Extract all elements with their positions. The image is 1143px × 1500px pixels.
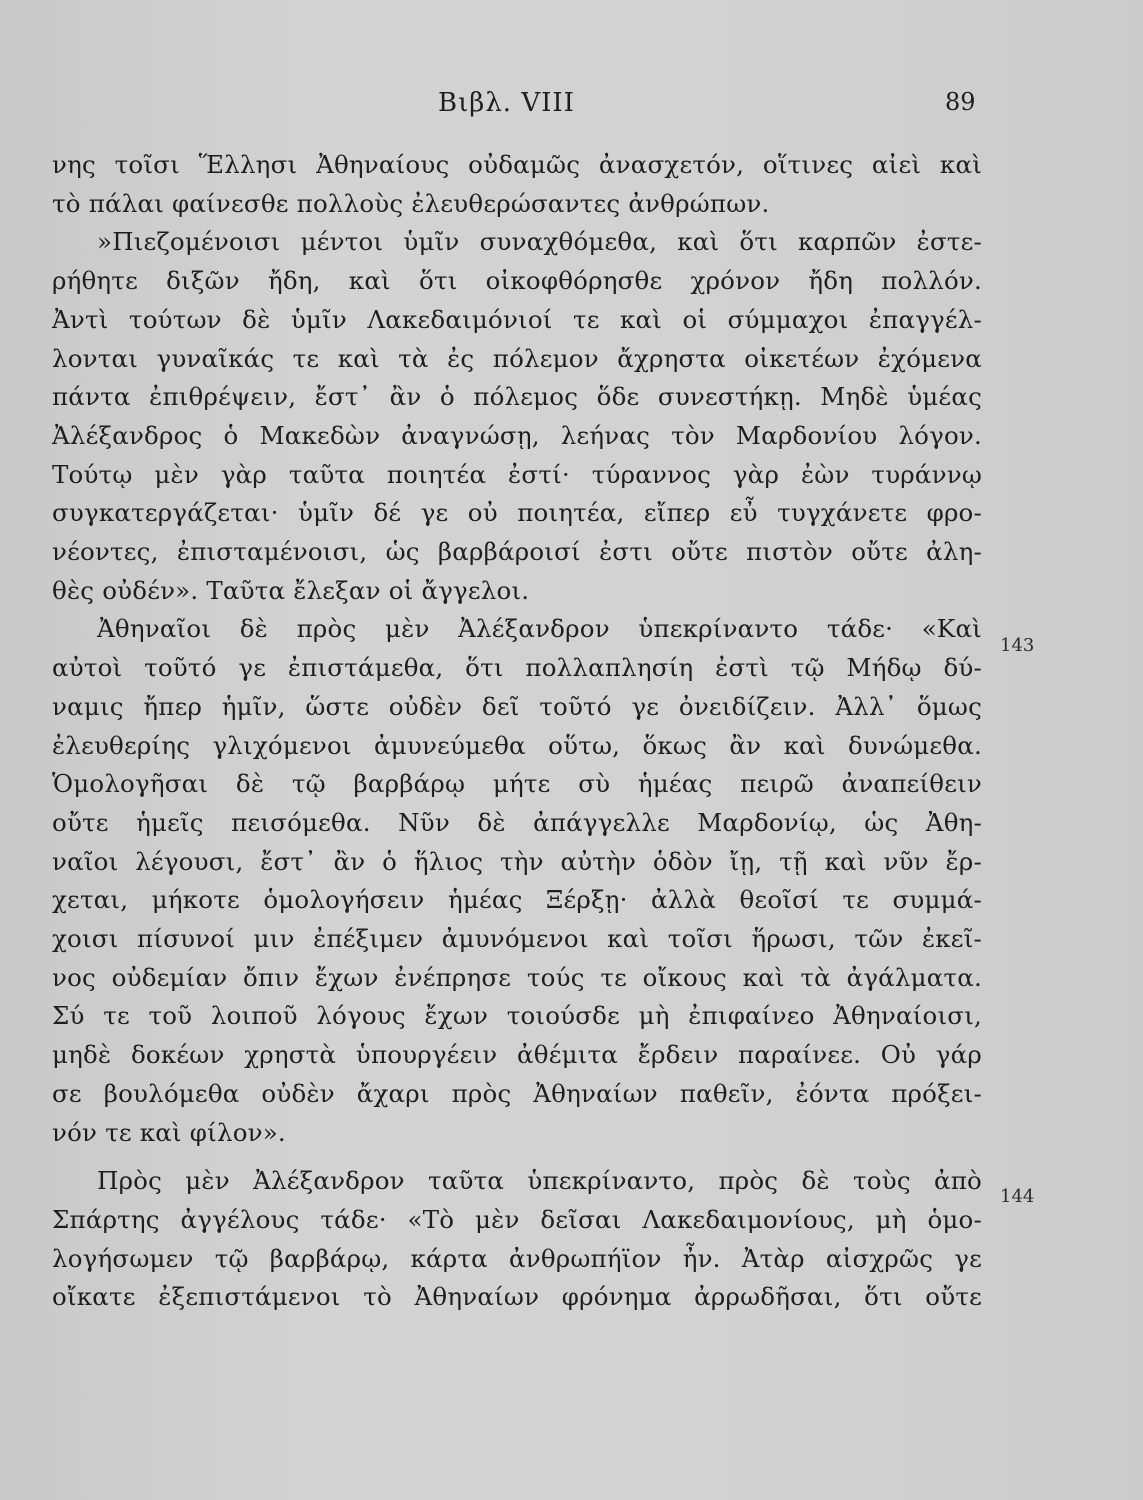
text-line: τὸ πάλαι φαίνεσθε πολλοὺς ἐλευθερώσαντες ἀνθρώπων. (52, 188, 770, 218)
text-line: χοισι πίσυνοί μιν ἐπέξιμεν ἀμυνόμενοι καὶ τοῖσι ἥρωσι, τῶν ἐκεῖ- (52, 924, 982, 954)
text-line: νόν τε καὶ φίλον». (52, 1117, 286, 1147)
text-line: πάντα ἐπιθρέψειν, ἔστ᾽ ἂν ὁ πόλεμος ὅδε συνεστήκῃ. Μηδὲ ὑμέας (52, 382, 982, 412)
text-line: »Πιεζομένοισι μέντοι ὑμῖν συναχθόμεθα, καὶ ὅτι καρπῶν ἐστε- (97, 227, 982, 257)
text-line: οἴκατε ἐξεπιστάμενοι τὸ Ἀθηναίων φρόνημα ἀρρωδῆσαι, ὅτι οὔτε (52, 1282, 982, 1312)
text-line: αὐτοὶ τοῦτό γε ἐπιστάμεθα, ὅτι πολλαπλησίη ἐστὶ τῷ Μήδῳ δύ- (52, 653, 982, 683)
running-title: Βιβλ. VIII (438, 88, 575, 118)
body-text (52, 146, 982, 1317)
text-line: ναῖοι λέγουσι, ἔστ᾽ ἂν ὁ ἥλιος τὴν αὐτὴν ὁδὸν ἴῃ, τῇ καὶ νῦν ἔρ- (52, 846, 982, 876)
page-header (0, 88, 1143, 128)
text-line: Ἀλέξανδρος ὁ Μακεδὼν ἀναγνώσῃ, λεήνας τὸν Μαρδονίου λόγον. (52, 420, 982, 450)
text-line: Ὁμολογῆσαι δὲ τῷ βαρβάρῳ μήτε σὺ ἡμέας πειρῶ ἀναπείθειν (52, 769, 982, 799)
text-line: Ἀθηναῖοι δὲ πρὸς μὲν Ἀλέξανδρον ὑπεκρίναντο τάδε· «Καὶ (97, 614, 982, 644)
text-line: οὔτε ἡμεῖς πεισόμεθα. Νῦν δὲ ἀπάγγελλε Μαρδονίῳ, ὡς Ἀθη- (52, 807, 982, 837)
text-line: Ἀντὶ τούτων δὲ ὑμῖν Λακεδαιμόνιοί τε καὶ οἱ σύμμαχοι ἐπαγγέλ- (52, 304, 982, 334)
text-line: μηδὲ δοκέων χρηστὰ ὑπουργέειν ἀθέμιτα ἔρδειν παραίνεε. Οὐ γάρ (52, 1040, 982, 1070)
text-line: Πρὸς μὲν Ἀλέξανδρον ταῦτα ὑπεκρίναντο, πρὸς δὲ τοὺς ἀπὸ (97, 1166, 982, 1196)
text-line: ἐλευθερίης γλιχόμενοι ἀμυνεύμεθα οὕτω, ὅκως ἂν καὶ δυνώμεθα. (52, 730, 982, 760)
paragraph-gap (52, 1152, 982, 1162)
text-line: ρήθητε διξῶν ἤδη, καὶ ὅτι οἰκοφθόρησθε χρόνον ἤδη πολλόν. (52, 266, 982, 296)
text-line: νης τοῖσι Ἕλλησι Ἀθηναίους οὐδαμῶς ἀνασχετόν, οἵτινες αἰεὶ καὶ (52, 150, 982, 179)
margin-section-number: 143 (1000, 635, 1035, 656)
text-line: ναμις ἤπερ ἡμῖν, ὥστε οὐδὲν δεῖ τοῦτό γε ὀνειδίζειν. Ἀλλ᾽ ὅμως (52, 691, 982, 721)
margin-section-number: 144 (1000, 1186, 1035, 1207)
text-line: σε βουλόμεθα οὐδὲν ἄχαρι πρὸς Ἀθηναίων παθεῖν, ἐόντα πρόξει- (52, 1078, 982, 1108)
text-line: νέοντες, ἐπισταμένοισι, ὡς βαρβάροισί ἐστι οὔτε πιστὸν οὔτε ἀλη- (52, 537, 982, 567)
text-line: χεται, μήκοτε ὁμολογήσειν ἡμέας Ξέρξῃ· ἀλλὰ θεοῖσί τε συμμά- (52, 885, 982, 915)
text-line: Σύ τε τοῦ λοιποῦ λόγους ἔχων τοιούσδε μὴ ἐπιφαίνεο Ἀθηναίοισι, (52, 1001, 982, 1031)
text-line: Σπάρτης ἀγγέλους τάδε· «Τὸ μὲν δεῖσαι Λακεδαιμονίους, μὴ ὁμο- (52, 1204, 982, 1234)
text-line: θὲς οὐδέν». Ταῦτα ἔλεξαν οἱ ἄγγελοι. (52, 575, 530, 605)
text-line: Τούτῳ μὲν γὰρ ταῦτα ποιητέα ἐστί· τύραννος γὰρ ἐὼν τυράννῳ (52, 459, 982, 489)
text-line: λογήσωμεν τῷ βαρβάρῳ, κάρτα ἀνθρωπήϊον ἦν. Ἀτὰρ αἰσχρῶς γε (52, 1243, 982, 1273)
text-line: νος οὐδεμίαν ὄπιν ἔχων ἐνέπρησε τούς τε οἴκους καὶ τὰ ἀγάλματα. (52, 962, 982, 992)
text-line: συγκατεργάζεται· ὑμῖν δέ γε οὐ ποιητέα, εἴπερ εὖ τυγχάνετε φρο- (52, 498, 982, 528)
page-number: 89 (945, 88, 976, 116)
text-line: λονται γυναῖκάς τε καὶ τὰ ἐς πόλεμον ἄχρηστα οἰκετέων ἐχόμενα (52, 343, 982, 373)
